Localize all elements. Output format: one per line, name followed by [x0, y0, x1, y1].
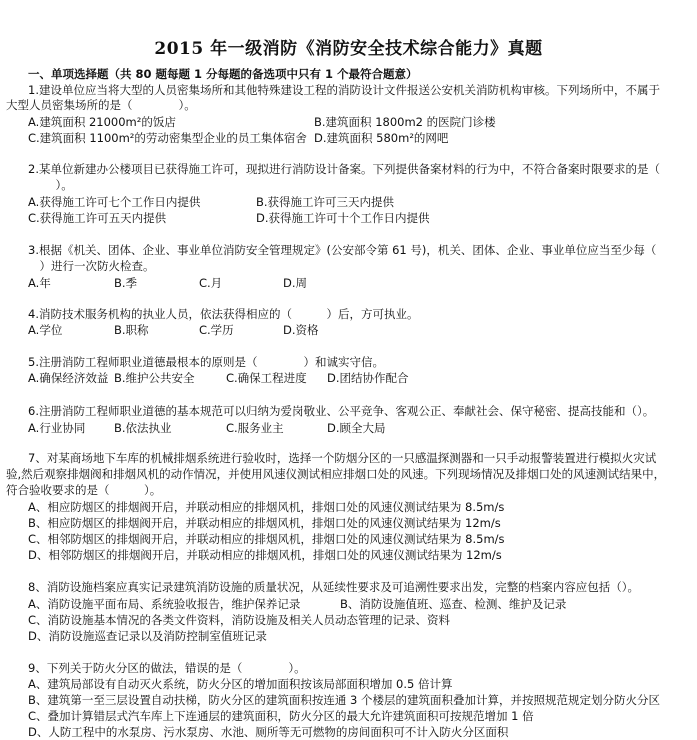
question-5-option-d: D.团结协作配合 — [327, 371, 409, 385]
question-2-line-2: ）。 — [44, 178, 73, 192]
question-2-option-d: D.获得施工许可十个工作日内提供 — [256, 211, 430, 225]
question-2-option-a: A.获得施工许可七个工作日内提供 — [28, 195, 201, 209]
question-2-line-1: 2.某单位新建办公楼项目已获得施工许可，现拟进行消防设计备案。下列提供备案材料的行为中，不符合备案时限要求的是（ — [28, 162, 660, 176]
question-9-option-b: B、建筑第一至三层设置自动扶梯，防火分区的建筑面积按连通 3 个楼层的建筑面积叠加计算，并按照规范规定划分防火分区 — [28, 693, 661, 707]
question-8-option-c: C、消防设施基本情况的各类文件资料，消防设施及相关人员动态管理的记录、资料 — [28, 613, 451, 627]
question-5-option-b: B.维护公共安全 — [114, 371, 195, 385]
question-7-option-a: A、相应防烟区的排烟阀开启，并联动相应的排烟风机，排烟口处的风速仪测试结果为 8.5m/s — [28, 500, 505, 514]
document-title: 2015 年一级消防《消防安全技术综合能力》真题 — [154, 39, 543, 59]
question-6-option-b: B.依法执业 — [114, 421, 172, 435]
question-9-line-1: 9、下列关于防火分区的做法，错误的是（ ）。 — [28, 661, 306, 675]
question-4-option-d: D.资格 — [283, 323, 319, 337]
section-heading: 一、单项选择题（共 80 题每题 1 分每题的备选项中只有 1 个最符合题意） — [28, 67, 418, 81]
question-4-option-b: B.职称 — [114, 323, 149, 337]
question-6-option-d: D.顾全大局 — [327, 421, 386, 435]
question-3-option-c: C.月 — [199, 276, 223, 290]
question-7-line-2: 验,然后观察排烟阀和排烟风机的动作情况，并使用风速仪测试相应排烟口处的风速。下列现场情况及排烟口处的风速测试结果中， — [6, 467, 666, 481]
question-9-option-a: A、建筑局部设有自动灭火系统，防火分区的增加面积按该局部面积增加 0.5 倍计算 — [28, 677, 453, 691]
question-4-option-c: C.学历 — [199, 323, 234, 337]
question-9-option-c: C、叠加计算错层式汽车库上下连通层的建筑面积，防火分区的最大允许建筑面积可按规范增加 1 倍 — [28, 709, 534, 723]
question-1-line-2: 大型人员密集场所的是（ ）。 — [6, 98, 196, 112]
question-2-option-c: C.获得施工许可五天内提供 — [28, 211, 167, 225]
question-7-line-3: 符合验收要求的是（ ）。 — [6, 483, 162, 497]
question-1-option-d: D.建筑面积 580m²的网吧 — [314, 131, 449, 145]
question-7-option-c: C、相邻防烟区的排烟阀开启，并联动相应的排烟风机，排烟口处的风速仪测试结果为 8.5m/s — [28, 532, 505, 546]
question-7-line-1: 7、对某商场地下车库的机械排烟系统进行验收时，选择一个防烟分区的一只感温探测器和一只手动报警装置进行模拟火灾试 — [28, 451, 657, 465]
question-4-option-a: A.学位 — [28, 323, 63, 337]
question-7-option-d: D、相邻防烟区的排烟阀开启，并联动相应的排烟风机，排烟口处的风速仪测试结果为 12m/s — [28, 548, 502, 562]
question-2-option-b: B.获得施工许可三天内提供 — [256, 195, 395, 209]
question-9-option-d: D、人防工程中的水泵房、污水泵房、水池、厕所等无可燃物的房间面积可不计入防火分区面积 — [28, 725, 509, 739]
question-8-option-a: A、消防设施平面布局、系统验收报告，维护保养记录 — [28, 597, 301, 611]
question-8-option-b: B、消防设施值班、巡查、检测、维护及记录 — [340, 597, 567, 611]
question-1-line-1: 1.建设单位应当将大型的人员密集场所和其他特殊建设工程的消防设计文件报送公安机关消防机构审核。下列场所中，不属于 — [28, 83, 660, 97]
question-8-line-1: 8、消防设施档案应真实记录建筑消防设施的质量状况，从延续性要求及可追溯性要求出发，完整的档案内容应包括（）。 — [28, 580, 640, 594]
question-3-option-b: B.季 — [114, 276, 138, 290]
question-1-option-c: C.建筑面积 1100m²的劳动密集型企业的员工集体宿舍 — [28, 131, 307, 145]
question-5-option-c: C.确保工程进度 — [226, 371, 307, 385]
question-8-option-d: D、消防设施巡查记录以及消防控制室值班记录 — [28, 629, 267, 643]
question-3-line-2: ）进行一次防火检查。 — [28, 259, 155, 273]
question-5-option-a: A.确保经济效益 — [28, 371, 109, 385]
question-1-option-b: B.建筑面积 1800m2 的医院门诊楼 — [314, 115, 496, 129]
question-3-option-a: A.年 — [28, 276, 51, 290]
question-6-option-a: A.行业协同 — [28, 421, 86, 435]
question-3-line-1: 3.根据《机关、团体、企业、事业单位消防安全管理规定》(公安部令第 61 号)，机关、团体、企业、事业单位应当至少每（ — [28, 243, 657, 257]
question-1-option-a: A.建筑面积 21000m²的饭店 — [28, 115, 176, 129]
question-7-option-b: B、相应防烟区的排烟阀开启，并联动相应的排烟风机，排烟口处的风速仪测试结果为 12m/s — [28, 516, 501, 530]
question-5-line-1: 5.注册消防工程师职业道德最根本的原则是（ ）和诚实守信。 — [28, 355, 384, 369]
question-6-option-c: C.服务业主 — [226, 421, 284, 435]
question-3-option-d: D.周 — [283, 276, 308, 290]
question-6-line-1: 6.注册消防工程师职业道德的基本规范可以归纳为爱岗敬业、公平竞争、客观公正、奉献社会、保守秘密、提高技能和（）。 — [28, 404, 655, 418]
question-4-line-1: 4.消防技术服务机构的执业人员，依法获得相应的（ ）后，方可执业。 — [28, 307, 419, 321]
